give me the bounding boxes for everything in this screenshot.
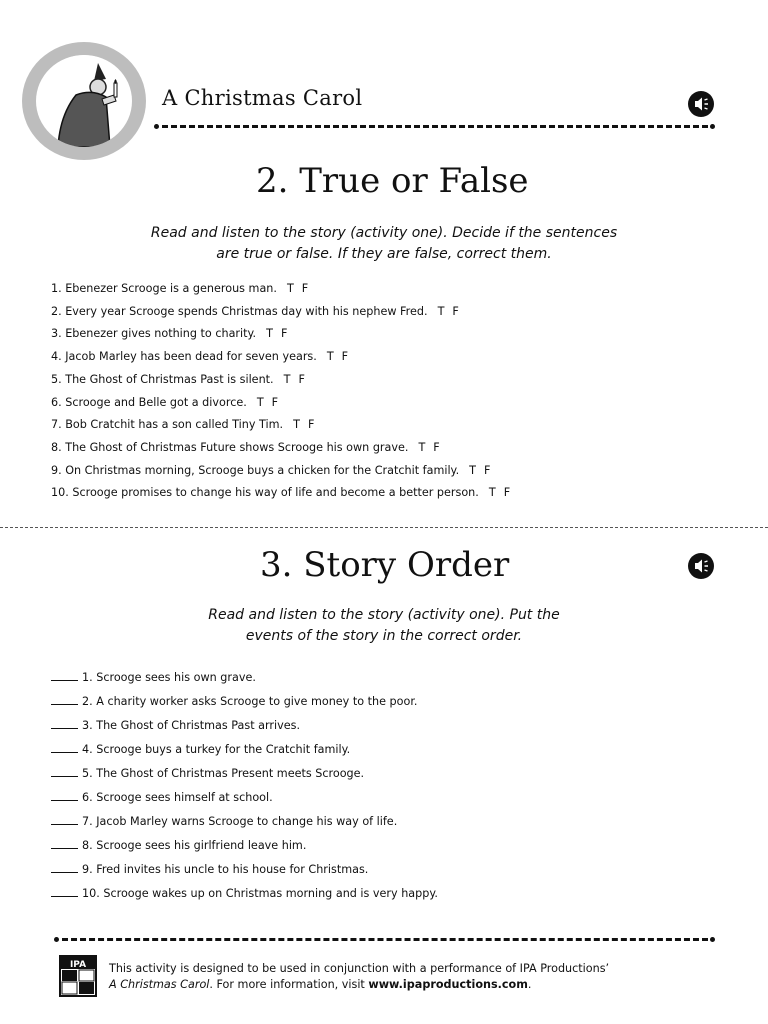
true-option[interactable]: T bbox=[437, 304, 445, 318]
footer-line-2-text: . For more information, visit bbox=[209, 978, 369, 991]
order-number-blank[interactable] bbox=[51, 720, 78, 729]
true-option[interactable]: T bbox=[326, 350, 334, 364]
statement-text: 7. Bob Cratchit has a son called Tiny Tim. bbox=[51, 418, 284, 432]
true-false-options bbox=[287, 282, 316, 295]
true-false-item bbox=[51, 418, 322, 431]
event-text: 7. Jacob Marley warns Scrooge to change his way of life. bbox=[82, 815, 398, 828]
true-false-item bbox=[51, 486, 518, 499]
header-title: A Christmas Carol bbox=[162, 86, 363, 110]
true-false-options bbox=[418, 441, 447, 454]
footer-line-2 bbox=[109, 977, 609, 993]
false-option[interactable]: F bbox=[483, 463, 491, 477]
true-false-item bbox=[51, 464, 498, 477]
story-order-item bbox=[51, 887, 438, 900]
story-order-item bbox=[51, 767, 364, 780]
instructions-line: Read and listen to the story (activity one). Decide if the sentences bbox=[150, 225, 618, 241]
true-false-item bbox=[51, 441, 448, 454]
statement-text: 6. Scrooge and Belle got a divorce. bbox=[51, 395, 247, 409]
true-option[interactable]: T bbox=[488, 486, 496, 500]
footer-dashed-rule bbox=[62, 938, 708, 941]
false-option[interactable]: F bbox=[452, 304, 459, 318]
story-order-item bbox=[51, 743, 350, 756]
scrooge-illustration bbox=[36, 55, 132, 147]
statement-text: 2. Every year Scrooge spends Christmas day with his nephew Fred. bbox=[51, 304, 428, 318]
order-number-blank[interactable] bbox=[51, 792, 78, 801]
ipa-logo bbox=[59, 955, 97, 997]
false-option[interactable]: F bbox=[271, 395, 279, 409]
header-rule-dot-right bbox=[710, 124, 715, 129]
event-text: 9. Fred invites his uncle to his house for Christmas. bbox=[82, 863, 369, 876]
order-number-blank[interactable] bbox=[51, 696, 78, 705]
instructions-line: events of the story in the correct order. bbox=[245, 628, 523, 644]
order-number-blank[interactable] bbox=[51, 888, 78, 897]
section-divider bbox=[0, 527, 768, 528]
false-option[interactable]: F bbox=[433, 440, 440, 454]
header-dashed-rule bbox=[162, 125, 708, 128]
footer-rule-dot-right bbox=[710, 937, 715, 942]
instructions-line: are true or false. If they are false, correct them. bbox=[216, 246, 552, 262]
false-option[interactable]: F bbox=[341, 350, 349, 364]
statement-text: 5. The Ghost of Christmas Past is silent. bbox=[51, 372, 274, 386]
true-false-options bbox=[489, 486, 518, 499]
true-option[interactable]: T bbox=[418, 440, 426, 454]
footer-line-2-end: . bbox=[527, 978, 532, 991]
story-order-item bbox=[51, 839, 306, 852]
event-text: 1. Scrooge sees his own grave. bbox=[82, 671, 256, 684]
instructions-line: Read and listen to the story (activity one). Put the bbox=[208, 607, 560, 623]
true-false-options bbox=[293, 418, 322, 431]
true-false-item bbox=[51, 305, 467, 318]
footer-play-title: A Christmas Carol bbox=[109, 978, 210, 991]
false-option[interactable]: F bbox=[298, 372, 305, 386]
order-number-blank[interactable] bbox=[51, 768, 78, 777]
statement-text: 8. The Ghost of Christmas Future shows Scrooge his own grave. bbox=[51, 440, 409, 454]
true-option[interactable]: T bbox=[293, 418, 300, 432]
story-order-item bbox=[51, 791, 273, 804]
story-order-item bbox=[51, 671, 256, 684]
footer-website-link[interactable]: www.ipaproductions.com bbox=[368, 978, 528, 991]
statement-text: 1. Ebenezer Scrooge is a generous man. bbox=[51, 282, 277, 295]
event-text: 5. The Ghost of Christmas Present meets Scrooge. bbox=[82, 767, 365, 780]
true-false-options bbox=[469, 464, 498, 477]
event-text: 6. Scrooge sees himself at school. bbox=[82, 791, 273, 804]
statement-text: 9. On Christmas morning, Scrooge buys a chicken for the Cratchit family. bbox=[51, 463, 460, 477]
header-rule-dot-left bbox=[154, 124, 159, 129]
speaker-glyph-icon bbox=[688, 553, 714, 579]
scrooge-figure-icon bbox=[36, 55, 132, 147]
story-order-item bbox=[51, 815, 397, 828]
true-false-item bbox=[51, 396, 286, 409]
order-number-blank[interactable] bbox=[51, 744, 78, 753]
false-option[interactable]: F bbox=[503, 486, 511, 500]
speaker-glyph-icon bbox=[688, 91, 714, 117]
true-false-options bbox=[257, 396, 286, 409]
true-option[interactable]: T bbox=[256, 395, 264, 409]
true-option[interactable]: T bbox=[286, 282, 294, 295]
ipa-logo-text: IPA bbox=[69, 960, 87, 970]
footer-text bbox=[109, 961, 609, 993]
statement-text: 10. Scrooge promises to change his way of life and become a better person. bbox=[51, 486, 479, 500]
instructions-story-order bbox=[0, 605, 768, 647]
story-order-item bbox=[51, 695, 417, 708]
true-false-item bbox=[51, 350, 356, 363]
true-false-options bbox=[266, 327, 295, 340]
story-order-item bbox=[51, 863, 368, 876]
true-false-item bbox=[51, 282, 316, 295]
event-text: 10. Scrooge wakes up on Christmas morning and is very happy. bbox=[82, 887, 438, 900]
false-option[interactable]: F bbox=[307, 418, 315, 432]
true-false-options bbox=[438, 305, 467, 318]
event-text: 2. A charity worker asks Scrooge to give money to the poor. bbox=[82, 695, 418, 708]
true-false-item bbox=[51, 327, 295, 340]
footer-line-1: This activity is designed to be used in conjunction with a performance of IPA Productions’ bbox=[109, 962, 610, 975]
order-number-blank[interactable] bbox=[51, 816, 78, 825]
section-title-story-order: 3. Story Order bbox=[260, 545, 510, 585]
speaker-icon[interactable] bbox=[688, 553, 714, 579]
true-option[interactable]: T bbox=[469, 463, 476, 477]
true-option[interactable]: T bbox=[283, 372, 291, 386]
speaker-icon[interactable] bbox=[688, 91, 714, 117]
footer-rule-dot-left bbox=[54, 937, 59, 942]
order-number-blank[interactable] bbox=[51, 840, 78, 849]
event-text: 8. Scrooge sees his girlfriend leave him. bbox=[82, 839, 307, 852]
order-number-blank[interactable] bbox=[51, 672, 78, 681]
event-text: 4. Scrooge buys a turkey for the Cratchit family. bbox=[82, 743, 351, 756]
true-false-options bbox=[284, 373, 313, 386]
order-number-blank[interactable] bbox=[51, 864, 78, 873]
true-false-options bbox=[327, 350, 356, 363]
statement-text: 4. Jacob Marley has been dead for seven years. bbox=[51, 350, 317, 364]
section-title-true-false: 2. True or False bbox=[256, 161, 529, 201]
story-order-item bbox=[51, 719, 300, 732]
ipa-logo-mark bbox=[61, 957, 95, 995]
false-option[interactable]: F bbox=[301, 282, 309, 295]
false-option[interactable]: F bbox=[280, 327, 288, 341]
true-false-item bbox=[51, 373, 313, 386]
instructions-true-false bbox=[0, 223, 768, 265]
true-option[interactable]: T bbox=[266, 327, 273, 341]
statement-text: 3. Ebenezer gives nothing to charity. bbox=[51, 327, 257, 341]
event-text: 3. The Ghost of Christmas Past arrives. bbox=[82, 719, 300, 732]
